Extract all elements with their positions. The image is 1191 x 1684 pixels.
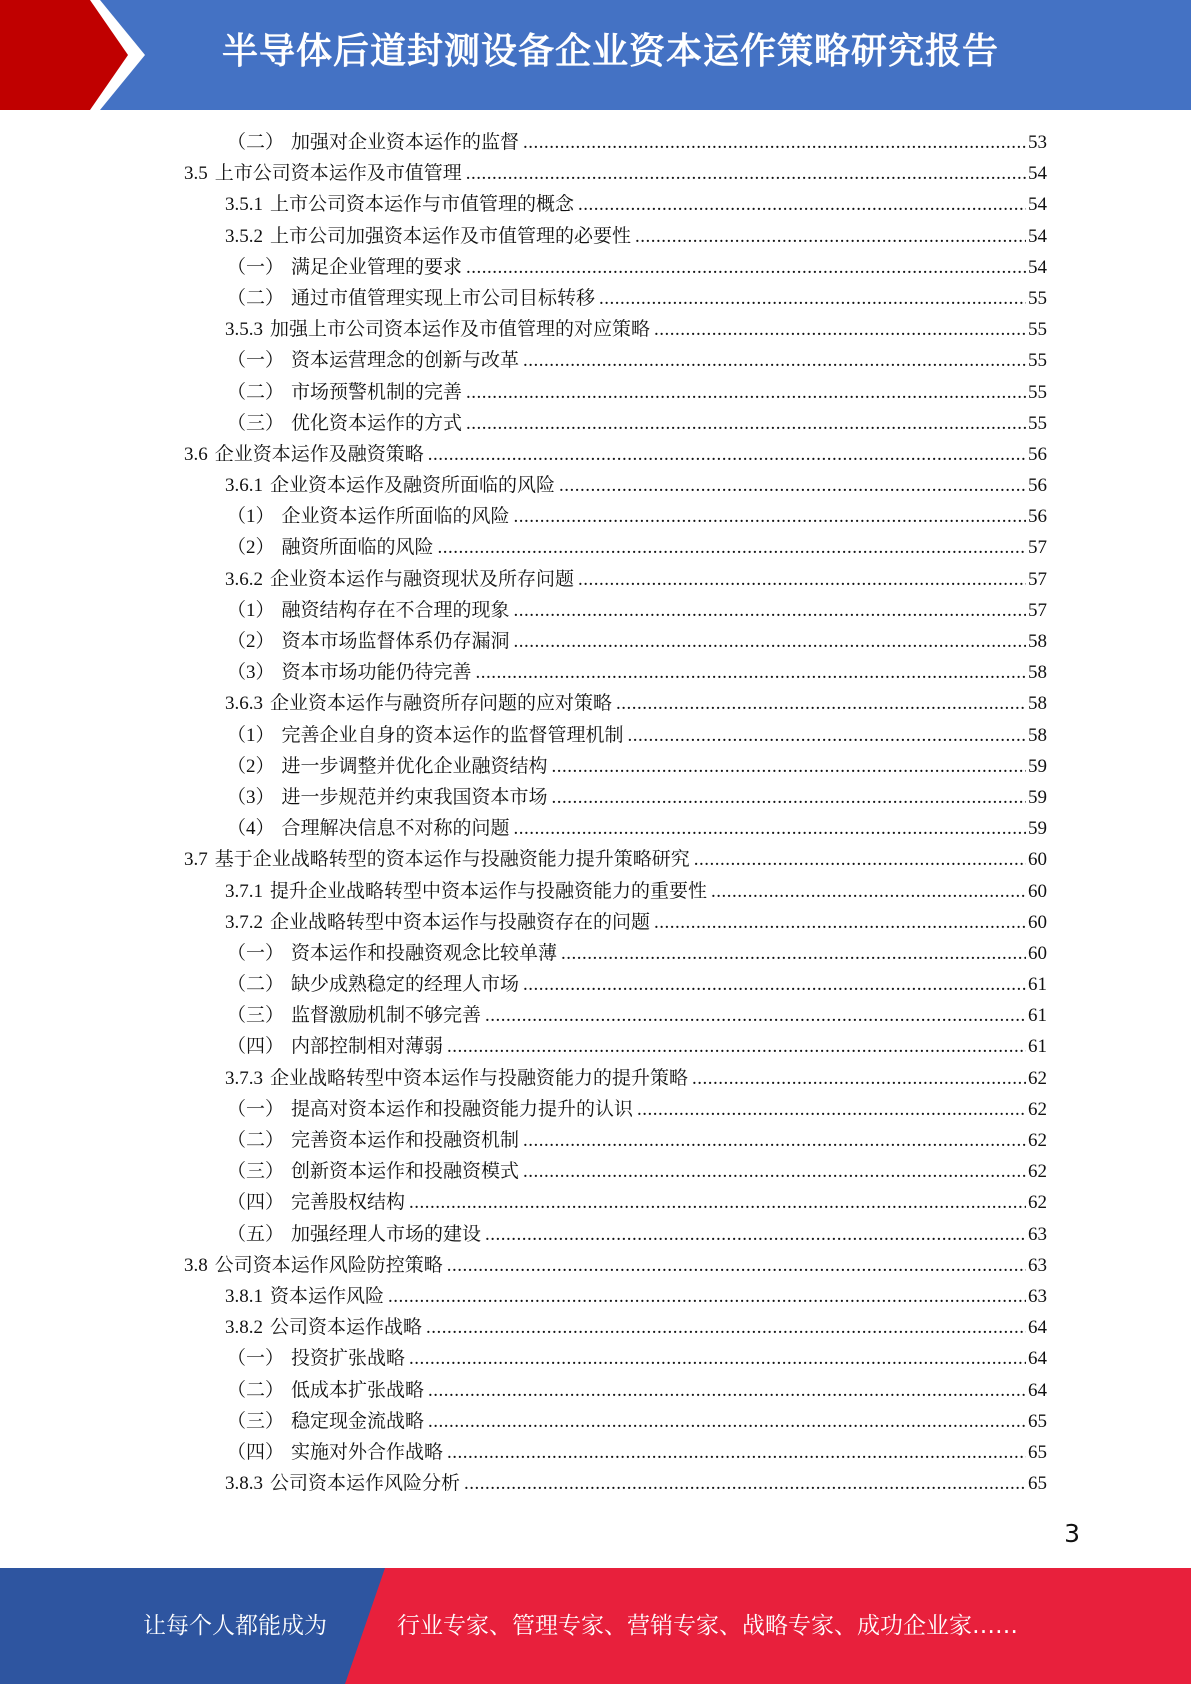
toc-entry-label: 合理解决信息不对称的问题 [281,818,510,840]
toc-entry[interactable] [0,501,1191,532]
toc-entry[interactable] [0,532,1191,563]
toc-entry-page: 65 [1028,1441,1047,1463]
toc-entry-page: 61 [1028,974,1047,996]
toc-dot-leader [654,314,1026,345]
page-number: 3 [1064,1519,1080,1548]
toc-dot-leader [466,377,1026,408]
toc-dot-leader [514,813,1026,844]
toc-entry-number: 3.7.1 [225,880,263,902]
toc-dot-leader [409,1343,1026,1374]
toc-entry-row [225,314,1047,345]
toc-dot-leader [559,470,1026,501]
toc-dot-leader [409,1187,1026,1218]
toc-entry-page: 57 [1028,537,1047,559]
toc-entry[interactable] [0,127,1191,158]
toc-entry-page: 55 [1028,350,1047,372]
toc-entry[interactable] [0,470,1191,501]
toc-entry-label: 资本市场监督体系仍存漏洞 [281,631,510,652]
toc-entry-number: （三） [227,412,285,434]
toc-entry-row [225,564,1047,595]
toc-entry[interactable] [0,1219,1191,1250]
toc-entry-row [227,1094,1047,1125]
toc-entry[interactable] [0,158,1191,189]
toc-entry-label: 企业资本运作所面临的风险 [281,506,510,528]
toc-dot-leader [428,439,1026,470]
toc-entry[interactable] [0,1406,1191,1437]
toc-dot-leader [464,1468,1026,1499]
toc-entry-page: 63 [1028,1285,1047,1307]
toc-entry-number: （一） [227,1348,285,1370]
toc-entry[interactable] [0,782,1191,813]
toc-entry-row [225,1063,1047,1094]
toc-dot-leader [523,969,1026,1000]
toc-entry-number: （四） [227,1441,285,1463]
toc-entry-number: 3.5.2 [225,225,263,247]
toc-entry-row [227,751,1047,782]
toc-entry-row [184,844,1047,875]
toc-entry-row [225,1312,1047,1343]
toc-entry-page: 64 [1028,1317,1047,1339]
toc-entry-number: （1） [227,506,275,528]
toc-entry-number: （三） [227,1161,285,1183]
toc-dot-leader [476,657,1026,688]
toc-entry-label: 提升企业战略转型中资本运作与投融资能力的重要性 [270,880,708,902]
toc-entry-label: 市场预警机制的完善 [291,381,463,403]
toc-entry[interactable] [0,1000,1191,1031]
toc-entry-number: 3.5.3 [225,319,263,341]
toc-entry-row [227,938,1047,969]
toc-entry-row [227,1125,1047,1156]
toc-entry[interactable] [0,1250,1191,1281]
toc-entry[interactable] [0,969,1191,1000]
toc-entry-number: （二） [227,1379,285,1401]
toc-entry-label: 加强上市公司资本运作及市值管理的对应策略 [270,319,651,341]
toc-entry[interactable] [0,1468,1191,1499]
toc-entry-label: 完善资本运作和投融资机制 [291,1130,520,1151]
toc-entry[interactable] [0,1281,1191,1312]
toc-entry-page: 63 [1028,1254,1047,1276]
toc-dot-leader [426,1312,1026,1343]
toc-entry[interactable] [0,221,1191,252]
toc-entry-row [227,408,1047,439]
toc-entry-page: 55 [1028,319,1047,341]
toc-entry-page: 60 [1028,880,1047,902]
toc-dot-leader [466,408,1026,439]
toc-entry-row [227,1031,1047,1062]
toc-dot-leader [514,501,1026,532]
toc-entry-number: 3.8.1 [225,1285,263,1307]
toc-entry[interactable] [0,626,1191,657]
toc-entry-label: 资本运营理念的创新与改革 [291,350,520,372]
toc-dot-leader [485,1219,1026,1250]
toc-entry[interactable] [0,1343,1191,1374]
toc-entry[interactable] [0,907,1191,938]
toc-entry[interactable] [0,657,1191,688]
toc-entry-label: 进一步规范并约束我国资本市场 [281,786,548,808]
toc-entry-page: 58 [1028,631,1047,652]
toc-entry-number: （三） [227,1005,285,1027]
toc-entry[interactable] [0,1312,1191,1343]
toc-entry-page: 57 [1028,599,1047,621]
toc-entry-page: 60 [1028,849,1047,871]
toc-entry-page: 58 [1028,724,1047,746]
toc-entry-row [225,221,1047,252]
toc-dot-leader [637,1094,1026,1125]
toc-entry-number: （四） [227,1036,285,1058]
toc-entry-page: 58 [1028,693,1047,715]
toc-entry-page: 57 [1028,568,1047,590]
toc-entry-row [227,1375,1047,1406]
toc-entry-label: 优化资本运作的方式 [291,412,463,434]
toc-entry-label: 加强对企业资本运作的监督 [291,132,520,153]
toc-entry-number: （3） [227,786,275,808]
toc-entry-row [227,501,1047,532]
toc-dot-leader [466,252,1026,283]
toc-entry-number: 3.7.3 [225,1067,263,1089]
toc-entry-number: （三） [227,1410,285,1432]
toc-entry-number: （1） [227,724,275,746]
toc-entry-number: 3.5.1 [225,194,263,216]
toc-dot-leader [628,720,1026,751]
toc-dot-leader [388,1281,1026,1312]
toc-entry-number: （一） [227,942,285,964]
toc-entry-page: 59 [1028,786,1047,808]
toc-entry-page: 54 [1028,163,1047,185]
toc-entry-page: 56 [1028,506,1047,528]
page-footer [0,1568,1191,1684]
toc-entry-label: 企业战略转型中资本运作与投融资存在的问题 [270,911,651,933]
toc-entry[interactable] [0,688,1191,719]
toc-entry-number: （2） [227,631,275,652]
toc-dot-leader [466,158,1026,189]
red-arrow-decoration [0,0,160,110]
toc-entry-row [184,158,1047,189]
toc-entry[interactable] [0,252,1191,283]
toc-entry-label: 投资扩张战略 [291,1348,406,1370]
toc-entry-number: 3.6.2 [225,568,263,590]
toc-dot-leader [447,1031,1026,1062]
toc-dot-leader [711,876,1026,907]
toc-entry-label: 提高对资本运作和投融资能力提升的认识 [291,1098,634,1120]
toc-entry-label: 融资结构存在不合理的现象 [281,599,510,621]
toc-entry-number: 3.5 [184,163,208,185]
toc-entry-label: 融资所面临的风险 [281,537,434,559]
toc-entry-number: （一） [227,350,285,372]
toc-entry[interactable] [0,1031,1191,1062]
toc-entry-page: 54 [1028,194,1047,216]
toc-entry-row [227,252,1047,283]
toc-entry[interactable] [0,751,1191,782]
toc-entry[interactable] [0,1437,1191,1468]
toc-dot-leader [447,1250,1026,1281]
toc-entry-number: 3.8 [184,1254,208,1276]
toc-entry-row [227,345,1047,376]
toc-entry[interactable] [0,844,1191,875]
toc-entry-page: 62 [1028,1130,1047,1151]
toc-entry[interactable] [0,439,1191,470]
toc-entry-page: 54 [1028,256,1047,278]
toc-entry-row [227,283,1047,314]
toc-dot-leader [635,221,1026,252]
toc-entry-label: 实施对外合作战略 [291,1441,444,1463]
toc-entry-number: （二） [227,974,285,996]
toc-entry[interactable] [0,408,1191,439]
toc-entry-number: （二） [227,381,285,403]
toc-entry-row [225,688,1047,719]
toc-entry-row [227,127,1047,158]
toc-dot-leader [599,283,1026,314]
toc-dot-leader [523,127,1026,158]
toc-dot-leader [552,751,1026,782]
toc-entry-page: 55 [1028,287,1047,309]
toc-entry-row [227,969,1047,1000]
toc-entry-row [227,595,1047,626]
toc-entry-label: 企业资本运作与融资所存问题的应对策略 [270,693,613,715]
toc-entry-number: 3.6.3 [225,693,263,715]
toc-entry-row [227,1437,1047,1468]
toc-entry-number: 3.8.3 [225,1473,263,1495]
toc-entry-number: （1） [227,599,275,621]
toc-entry[interactable] [0,938,1191,969]
toc-dot-leader [428,1375,1026,1406]
toc-dot-leader [514,595,1026,626]
toc-entry-page: 61 [1028,1036,1047,1058]
toc-entry[interactable] [0,595,1191,626]
toc-entry-row [227,657,1047,688]
toc-entry-page: 62 [1028,1098,1047,1120]
toc-entry-number: （五） [227,1223,285,1245]
toc-entry-number: （一） [227,1098,285,1120]
toc-entry-row [225,1468,1047,1499]
toc-entry-page: 62 [1028,1067,1047,1089]
toc-entry-row [227,626,1047,657]
toc-entry-page: 54 [1028,225,1047,247]
toc-entry-number: （4） [227,818,275,840]
toc-entry-page: 55 [1028,381,1047,403]
toc-entry-label: 缺少成熟稳定的经理人市场 [291,974,520,996]
toc-entry-row [184,1250,1047,1281]
toc-entry-number: 3.6.1 [225,475,263,497]
toc-entry-row [225,876,1047,907]
toc-dot-leader [428,1406,1026,1437]
toc-entry-label: 满足企业管理的要求 [291,256,463,278]
toc-entry-row [227,532,1047,563]
toc-entry-page: 63 [1028,1223,1047,1245]
toc-entry-label: 进一步调整并优化企业融资结构 [281,755,548,777]
toc-entry-row [225,470,1047,501]
toc-dot-leader [523,1156,1026,1187]
toc-entry-label: 稳定现金流战略 [291,1410,425,1432]
toc-entry-label: 内部控制相对薄弱 [291,1036,444,1058]
toc-entry-page: 64 [1028,1379,1047,1401]
toc-entry[interactable] [0,564,1191,595]
toc-entry-page: 55 [1028,412,1047,434]
footer-slogan-right: 行业专家、管理专家、营销专家、战略专家、成功企业家…… [397,1613,1018,1639]
toc-entry[interactable] [0,813,1191,844]
toc-entry-number: （3） [227,662,275,684]
toc-entry-label: 资本市场功能仍待完善 [281,662,472,684]
toc-entry-row [227,720,1047,751]
toc-entry[interactable] [0,1375,1191,1406]
toc-entry-label: 资本运作风险 [270,1285,385,1307]
toc-dot-leader [514,626,1026,657]
toc-entry[interactable] [0,345,1191,376]
toc-entry-label: 完善股权结构 [291,1192,406,1214]
toc-dot-leader [552,782,1026,813]
toc-entry-row [227,1000,1047,1031]
toc-entry-label: 企业资本运作及融资策略 [214,443,424,465]
toc-dot-leader [561,938,1026,969]
toc-dot-leader [654,907,1026,938]
toc-entry-row [227,782,1047,813]
toc-entry[interactable] [0,1063,1191,1094]
toc-entry-number: 3.8.2 [225,1317,263,1339]
toc-entry-number: （四） [227,1192,285,1214]
toc-entry-number: （二） [227,287,285,309]
toc-entry-page: 62 [1028,1192,1047,1214]
toc-entry[interactable] [0,876,1191,907]
toc-entry-label: 上市公司资本运作与市值管理的概念 [270,194,575,216]
toc-entry-page: 61 [1028,1005,1047,1027]
toc-entry-number: （2） [227,755,275,777]
toc-entry-number: 3.6 [184,443,208,465]
toc-dot-leader [694,844,1026,875]
toc-entry-page: 56 [1028,475,1047,497]
toc-entry-row [225,907,1047,938]
toc-entry-row [227,1343,1047,1374]
toc-entry-row [225,1281,1047,1312]
toc-dot-leader [578,564,1026,595]
toc-dot-leader [447,1437,1026,1468]
toc-dot-leader [438,532,1026,563]
toc-entry-row [225,189,1047,220]
toc-entry-label: 通过市值管理实现上市公司目标转移 [291,287,596,309]
toc-entry-row [227,813,1047,844]
toc-entry-row [227,1219,1047,1250]
toc-dot-leader [692,1063,1026,1094]
toc-entry-label: 上市公司加强资本运作及市值管理的必要性 [270,225,632,247]
toc-entry-label: 加强经理人市场的建设 [291,1223,482,1245]
toc-entry-page: 60 [1028,942,1047,964]
toc-entry[interactable] [0,1156,1191,1187]
toc-entry-page: 59 [1028,755,1047,777]
page-header [0,0,1191,110]
toc-entry-label: 企业资本运作与融资现状及所存问题 [270,568,575,590]
footer-slogan-left: 让每个人都能成为 [143,1613,327,1639]
toc-entry[interactable] [0,314,1191,345]
toc-entry-page: 56 [1028,443,1047,465]
toc-entry-number: （2） [227,537,275,559]
toc-entry-page: 65 [1028,1473,1047,1495]
toc-entry-label: 基于企业战略转型的资本运作与投融资能力提升策略研究 [214,849,690,871]
toc-entry-page: 58 [1028,662,1047,684]
toc-entry-number: （二） [227,132,285,153]
toc-entry-page: 62 [1028,1161,1047,1183]
toc-entry-page: 64 [1028,1348,1047,1370]
toc-entry-row [227,377,1047,408]
toc-entry-label: 企业资本运作及融资所面临的风险 [270,475,556,497]
toc-entry-row [227,1406,1047,1437]
toc-entry-page: 65 [1028,1410,1047,1432]
toc-entry-label: 企业战略转型中资本运作与投融资能力的提升策略 [270,1067,689,1089]
report-title: 半导体后道封测设备企业资本运作策略研究报告 [222,31,1000,72]
toc-entry-row [184,439,1047,470]
toc-entry-row [227,1187,1047,1218]
toc-entry-number: （二） [227,1130,285,1151]
toc-entry[interactable] [0,1094,1191,1125]
toc-dot-leader [578,189,1026,220]
toc-dot-leader [616,688,1026,719]
toc-entry-number: （一） [227,256,285,278]
toc-entry-label: 公司资本运作风险分析 [270,1473,461,1495]
toc-entry[interactable] [0,283,1191,314]
toc-entry-number: 3.7 [184,849,208,871]
toc-entry-label: 公司资本运作风险防控策略 [214,1254,443,1276]
toc-entry-label: 上市公司资本运作及市值管理 [214,163,462,185]
toc-entry-page: 59 [1028,818,1047,840]
toc-dot-leader [485,1000,1026,1031]
toc-entry[interactable] [0,189,1191,220]
toc-entry[interactable] [0,1187,1191,1218]
toc-entry-label: 公司资本运作战略 [270,1317,423,1339]
toc-entry-label: 低成本扩张战略 [291,1379,425,1401]
toc-entry[interactable] [0,720,1191,751]
toc-entry[interactable] [0,1125,1191,1156]
toc-entry-page: 53 [1028,132,1047,153]
toc-entry-number: 3.7.2 [225,911,263,933]
table-of-contents [0,127,1191,1499]
toc-entry-row [227,1156,1047,1187]
toc-dot-leader [523,345,1026,376]
toc-entry[interactable] [0,377,1191,408]
toc-entry-label: 完善企业自身的资本运作的监督管理机制 [281,724,624,746]
toc-entry-label: 监督激励机制不够完善 [291,1005,482,1027]
toc-entry-label: 资本运作和投融资观念比较单薄 [291,942,558,964]
toc-entry-page: 60 [1028,911,1047,933]
toc-dot-leader [523,1125,1026,1156]
toc-entry-label: 创新资本运作和投融资模式 [291,1161,520,1183]
